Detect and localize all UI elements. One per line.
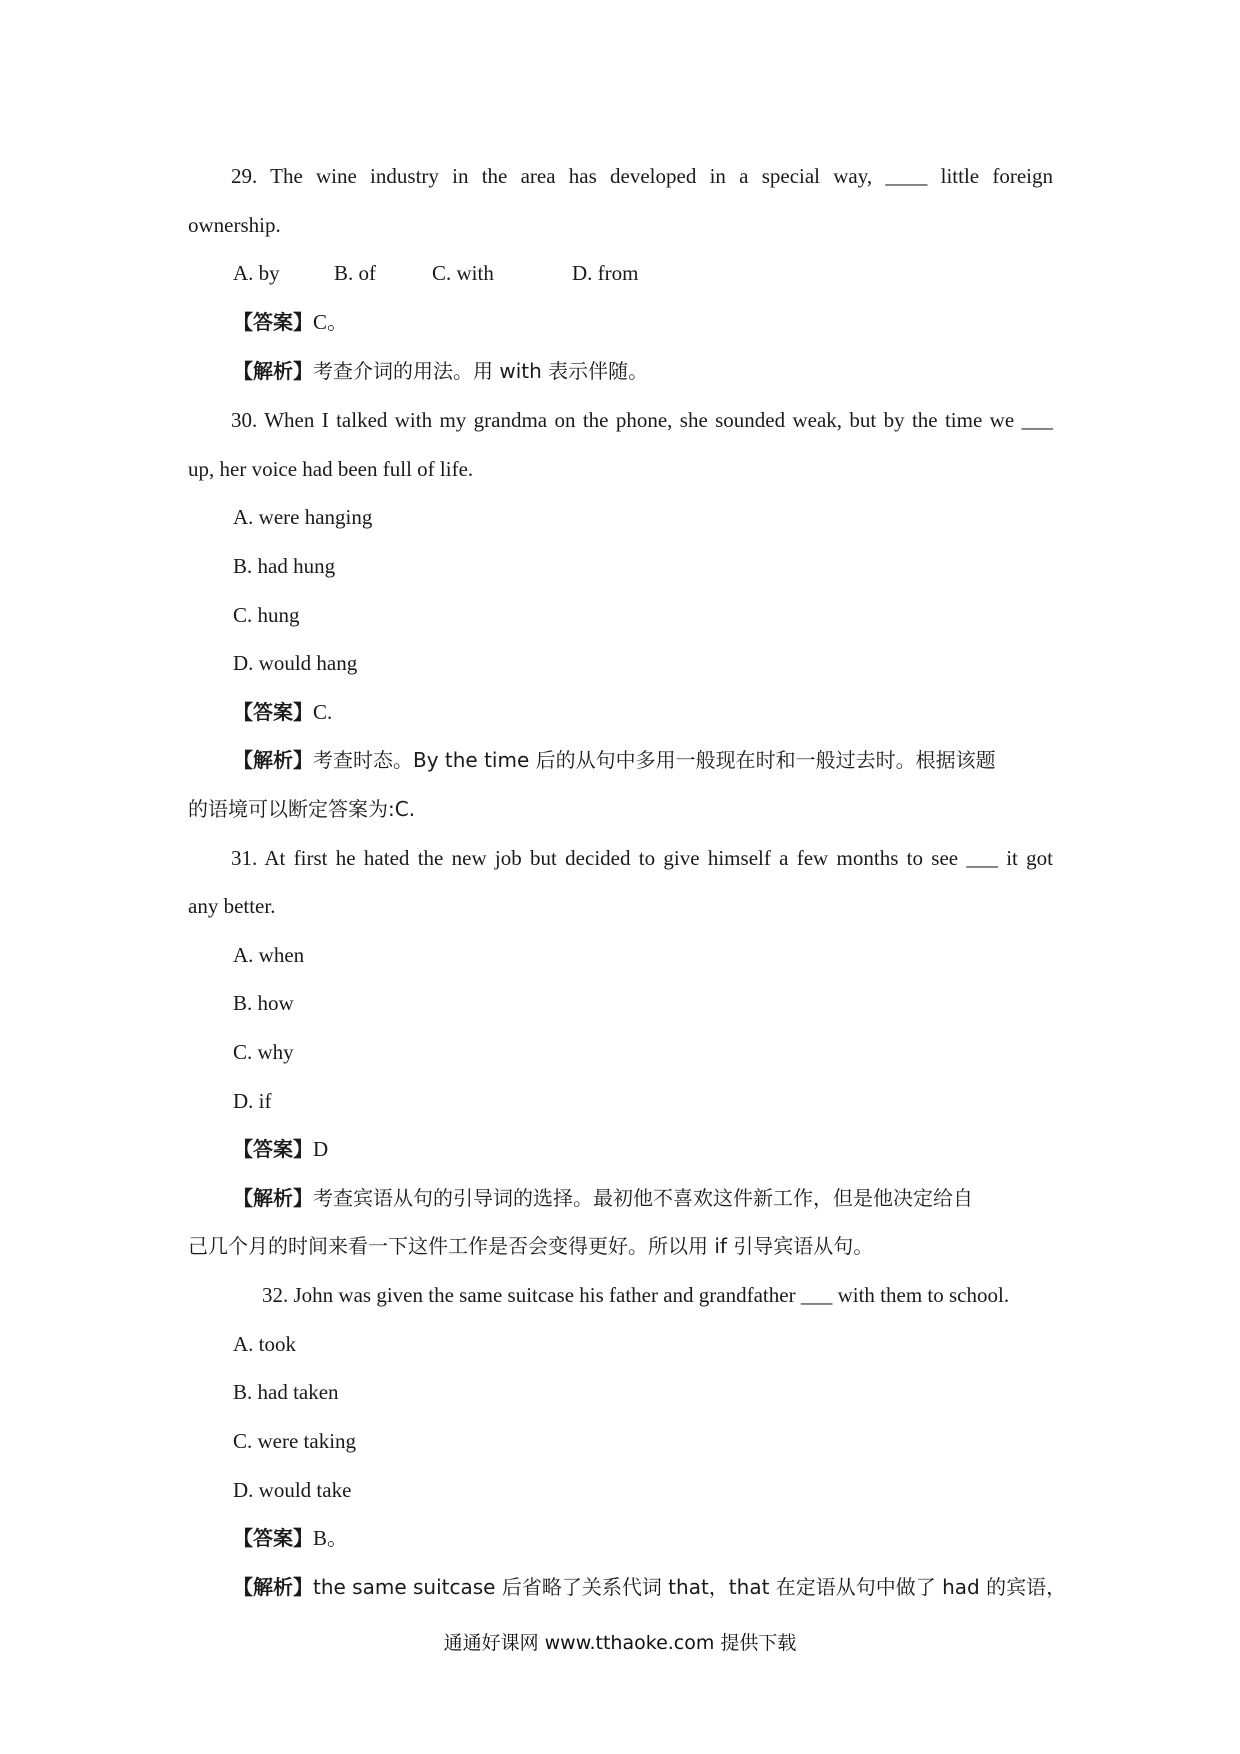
question-29-answer (233, 309, 348, 335)
option-d: D. if (233, 1089, 272, 1113)
question-30-analysis (233, 747, 996, 773)
question-32-stem: 32. John was given the same suitcase his father and grandfather ___ with them to school. (262, 1283, 1010, 1307)
option-c: C. hung (233, 603, 300, 627)
answer-value: C。 (313, 310, 349, 334)
question-31-stem: 31. At first he hated the new job but decided to give himself a few months to see ___ it got (231, 846, 1053, 870)
analysis-tag: 【解析】 (233, 748, 313, 772)
question-29-stem-continued: ownership. (188, 213, 281, 237)
question-30-analysis-continued: 的语境可以断定答案为:C. (188, 797, 416, 821)
question-30-answer (233, 699, 332, 725)
question-31-answer (233, 1136, 328, 1162)
option-c: C. with (432, 261, 494, 285)
answer-tag: 【答案】 (233, 310, 313, 334)
analysis-tag: 【解析】 (233, 1186, 313, 1210)
page-footer: 通通好课网 www.tthaoke.com 提供下载 (443, 1632, 797, 1654)
option-b: B. how (233, 991, 294, 1015)
option-a: A. by (233, 261, 280, 285)
question-30-stem: 30. When I talked with my grandma on the phone, she sounded weak, but by the time we ___ (231, 408, 1053, 432)
answer-tag: 【答案】 (233, 700, 313, 724)
answer-value: B。 (313, 1526, 349, 1550)
option-a: A. took (233, 1332, 296, 1356)
question-31-analysis (233, 1185, 973, 1211)
option-a: A. when (233, 943, 305, 967)
analysis-tag: 【解析】 (233, 1575, 313, 1599)
analysis-text: 考查介词的用法。用 with 表示伴随。 (313, 359, 649, 383)
answer-tag: 【答案】 (233, 1137, 313, 1161)
question-31-stem-continued: any better. (188, 894, 276, 918)
answer-value: D (313, 1137, 329, 1161)
option-d: D. from (572, 261, 639, 285)
option-b: B. had hung (233, 554, 336, 578)
analysis-text: 考查宾语从句的引导词的选择。最初他不喜欢这件新工作，但是他决定给自 (313, 1186, 973, 1210)
question-30-stem-continued: up, her voice had been full of life. (188, 457, 474, 481)
analysis-text: the same suitcase 后省略了关系代词 that，that 在定语从句中做了 had 的宾语， (313, 1575, 1067, 1599)
answer-tag: 【答案】 (233, 1526, 313, 1550)
question-29-stem: 29. The wine industry in the area has developed in a special way, ____ little foreign (231, 164, 1053, 188)
option-d: D. would take (233, 1478, 352, 1502)
option-b: B. of (334, 261, 376, 285)
option-a: A. were hanging (233, 505, 373, 529)
option-c: C. were taking (233, 1429, 357, 1453)
option-b: B. had taken (233, 1380, 339, 1404)
analysis-text: 考查时态。By the time 后的从句中多用一般现在时和一般过去时。根据该题 (313, 748, 996, 772)
question-31-analysis-continued: 己几个月的时间来看一下这件工作是否会变得更好。所以用 if 引导宾语从句。 (188, 1234, 874, 1258)
question-32-analysis (233, 1574, 1066, 1600)
question-32-answer (233, 1525, 348, 1551)
answer-value: C. (313, 700, 333, 724)
analysis-tag: 【解析】 (233, 359, 313, 383)
option-d: D. would hang (233, 651, 358, 675)
option-c: C. why (233, 1040, 294, 1064)
question-29-analysis (233, 358, 648, 384)
